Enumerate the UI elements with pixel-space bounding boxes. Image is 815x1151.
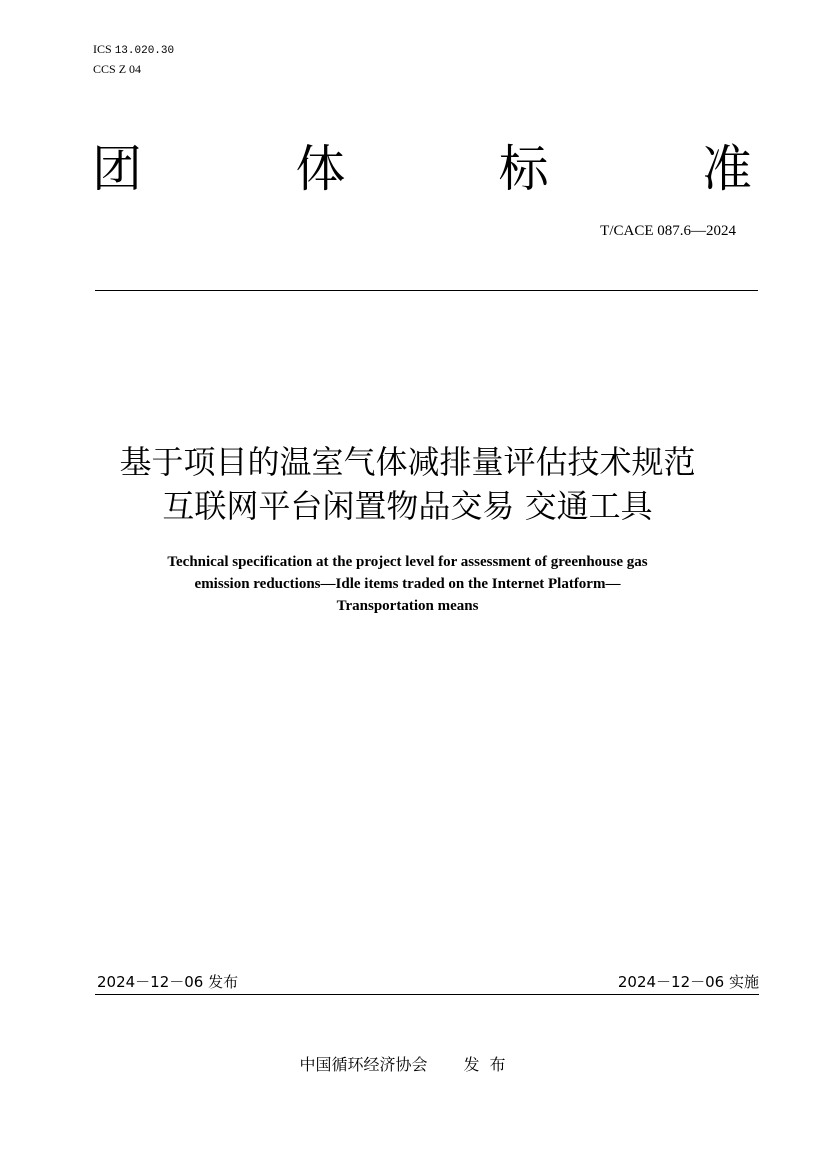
chinese-title — [60, 440, 755, 528]
english-title-line: Transportation means — [336, 598, 479, 614]
publisher-name: 中国循环经济协会 — [299, 1055, 428, 1074]
standard-code: T/CACE 087.6—2024 — [600, 223, 736, 239]
standard-type-char: 准 — [701, 140, 752, 198]
english-title-line: emission reductions—Idle items traded on the Internet Platform— — [194, 576, 621, 592]
english-title — [80, 551, 735, 617]
top-divider — [95, 290, 758, 291]
ccs-code: Z 04 — [118, 62, 142, 76]
english-title-line: Technical specification at the project level for assessment of greenhouse gas — [167, 554, 648, 570]
ics-code: 13.020.30 — [114, 45, 175, 57]
chinese-title-line: 基于项目的温室气体减排量评估技术规范 — [119, 443, 696, 481]
publisher-line — [0, 1052, 815, 1075]
standard-type-char: 标 — [498, 140, 549, 198]
chinese-title-line: 互联网平台闲置物品交易 交通工具 — [162, 487, 653, 525]
classification-codes — [93, 38, 174, 80]
implement-date: 2024－12－06 实施 — [617, 973, 759, 991]
standard-type-heading — [92, 134, 752, 204]
bottom-divider — [95, 994, 759, 995]
publish-label: 发布 — [463, 1055, 516, 1074]
standard-type-char: 体 — [295, 140, 346, 198]
date-row — [97, 971, 759, 993]
ccs-label: CCS — [93, 62, 116, 76]
ics-label: ICS — [93, 42, 112, 56]
issue-date: 2024－12－06 发布 — [97, 973, 239, 991]
standard-type-char: 团 — [92, 140, 142, 198]
